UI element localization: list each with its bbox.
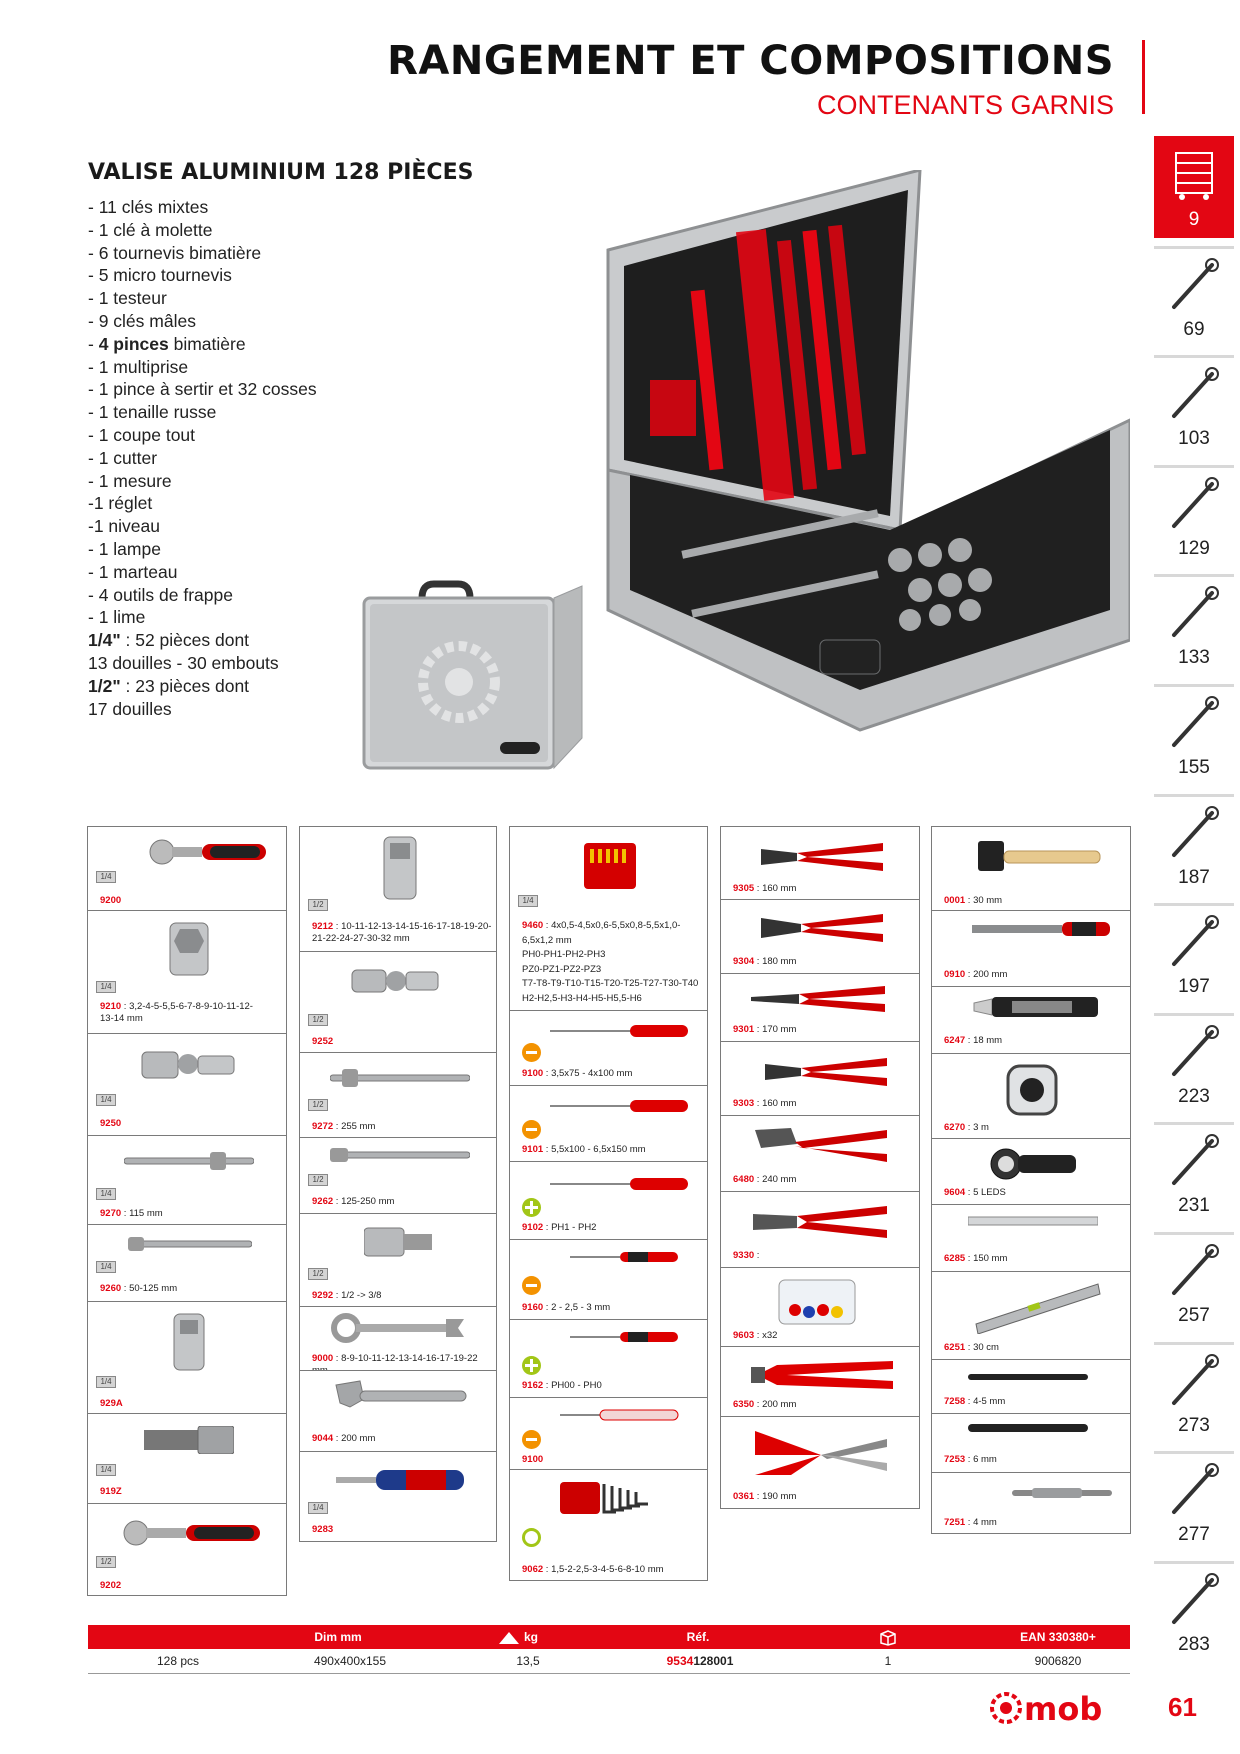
item-ref: 7258 : 4-5 mm	[944, 1396, 1006, 1407]
item-0001	[931, 826, 1131, 911]
micro-screwdriver-image	[570, 1250, 680, 1264]
item-ref: 9270 : 115 mm	[100, 1208, 163, 1219]
item-0910	[931, 910, 1131, 987]
socket-image	[380, 833, 420, 903]
chapter-tab-103[interactable]	[1154, 355, 1234, 457]
value-kg: 13,5	[516, 1654, 540, 1668]
chapter-tab-231[interactable]	[1154, 1122, 1234, 1224]
phillips-tip-icon	[522, 1356, 541, 1375]
item-ref: 9262 : 125-250 mm	[312, 1196, 395, 1207]
chapter-page: 231	[1178, 1195, 1210, 1217]
chapter-page: 69	[1183, 318, 1205, 340]
pin-punch-image	[968, 1372, 1088, 1382]
drive-badge-half: 1/2	[308, 1014, 328, 1026]
value-pcs: 128 pcs	[156, 1654, 200, 1668]
item-9460	[509, 826, 708, 1011]
reducer-image	[364, 1222, 434, 1262]
header-ean: EAN 330380+	[1020, 1630, 1096, 1644]
item-ref: 0361 : 190 mm	[733, 1491, 797, 1502]
chapter-tab-155[interactable]	[1154, 684, 1234, 786]
screwdriver-icon	[1166, 583, 1222, 643]
drive-badge-quarter: 1/4	[96, 981, 116, 993]
hammer-icon	[1166, 1131, 1222, 1191]
item-ref: 6251 : 30 cm	[944, 1342, 999, 1353]
item-9212	[299, 826, 497, 952]
chapter-page: 103	[1178, 428, 1210, 450]
chapter-page: 257	[1178, 1305, 1210, 1326]
item-ref: 0910 : 200 mm	[944, 969, 1008, 980]
wrench-icon	[1166, 364, 1222, 424]
crimping-pliers-image	[751, 1202, 891, 1242]
chapter-page: 133	[1178, 647, 1210, 669]
column-2-sockets-wrenches	[299, 826, 497, 1542]
centre-punch-image	[1012, 1487, 1112, 1499]
feature-item: 17 douilles	[88, 698, 172, 719]
trolley-icon	[1166, 145, 1222, 205]
item-919Z	[87, 1413, 287, 1504]
flat-tip-icon	[522, 1043, 541, 1062]
item-7251	[931, 1472, 1131, 1534]
item-ref: 9305 : 160 mm	[733, 883, 797, 894]
spec-table-rule	[88, 1673, 1130, 1674]
item-9303	[720, 1041, 920, 1116]
steel-ruler-image	[968, 1215, 1098, 1227]
item-ref: 9062 : 1,5-2-2,5-3-4-5-6-8-10 mm	[522, 1564, 664, 1575]
drive-badge-quarter: 1/4	[96, 871, 116, 883]
ratchet-image	[148, 837, 268, 867]
value-ref: 9534128001	[666, 1654, 734, 1668]
item-9604	[931, 1138, 1131, 1205]
item-9102	[509, 1161, 708, 1240]
item-9202	[87, 1503, 287, 1596]
item-ref: 9301 : 170 mm	[733, 1024, 797, 1035]
value-qty: 1	[884, 1654, 892, 1668]
drive-badge-quarter: 1/4	[96, 1464, 116, 1476]
adjustable-wrench-image	[330, 1377, 470, 1415]
item-9100-b	[509, 1397, 708, 1470]
chapter-tab-277[interactable]	[1154, 1451, 1234, 1553]
item-9304	[720, 899, 920, 974]
feature-item: - 1 tenaille russe	[88, 402, 217, 423]
chapter-tab-257[interactable]	[1154, 1232, 1234, 1334]
item-9000	[299, 1306, 497, 1371]
phillips-tip-icon	[522, 1198, 541, 1217]
pipe-icon	[1166, 1241, 1222, 1301]
column-1-ratchets-sockets	[87, 826, 287, 1596]
feature-item: - 9 clés mâles	[88, 310, 196, 331]
feature-item: - 1 pince à sertir et 32 cosses	[88, 379, 317, 400]
drive-badge-quarter: 1/4	[308, 1502, 328, 1514]
item-9252	[299, 951, 497, 1053]
item-7253	[931, 1413, 1131, 1473]
long-nose-pliers-image	[749, 984, 889, 1014]
feature-item: - 1 cutter	[88, 447, 158, 468]
page-number: 61	[1168, 1692, 1197, 1722]
item-9200	[87, 826, 287, 911]
chapter-tab-9[interactable]	[1154, 136, 1234, 238]
socket-image	[166, 919, 212, 979]
item-ref: 6480 : 240 mm	[733, 1174, 797, 1185]
column-5-misc-tools	[931, 826, 1131, 1534]
feature-item: - 1 clé à molette	[88, 219, 213, 240]
feature-item: - 1 lampe	[88, 538, 161, 559]
chapter-tab-223[interactable]	[1154, 1013, 1234, 1115]
chapter-page: 223	[1178, 1085, 1210, 1107]
feature-item: - 1 multiprise	[88, 356, 189, 377]
value-dim: 490x400x155	[313, 1654, 387, 1668]
value-ean: 9006820	[1034, 1654, 1082, 1668]
extension-bar-image	[330, 1146, 470, 1164]
hammer-image	[972, 837, 1102, 877]
file-icon	[1166, 912, 1222, 972]
item-ref: 9044 : 200 mm	[312, 1433, 376, 1444]
item-9162	[509, 1319, 708, 1398]
tape-measure-image	[1004, 1062, 1060, 1118]
chapter-tab-197[interactable]	[1154, 903, 1234, 1005]
item-929A	[87, 1301, 287, 1414]
chapter-page: 277	[1178, 1524, 1210, 1546]
ratchet-half-image	[122, 1518, 262, 1548]
chapter-tab-69[interactable]	[1154, 246, 1234, 348]
chapter-tab-129[interactable]	[1154, 465, 1234, 567]
item-ref: 9200	[100, 895, 122, 906]
cutter-knife-image	[972, 993, 1102, 1021]
header-ref: Réf.	[686, 1630, 710, 1644]
cold-chisel-image	[968, 1422, 1088, 1434]
spec-table-header	[88, 1625, 1130, 1649]
item-9044	[299, 1370, 497, 1452]
page-subtitle: CONTENANTS GARNIS	[816, 90, 1114, 120]
item-ref: 9210 : 3,2-4-5-5,5-6-7-8-9-10-11-12- 13-14 mm	[100, 1001, 253, 1024]
item-ref: 9202	[100, 1580, 122, 1591]
torque-icon	[1166, 474, 1222, 534]
drive-badge-half: 1/2	[308, 1174, 328, 1186]
mob-brand-logo	[990, 1690, 1132, 1726]
product-title: VALISE ALUMINIUM 128 PIÈCES	[88, 160, 474, 185]
feature-item: 13 douilles - 30 embouts	[88, 652, 279, 673]
universal-joint-image	[350, 964, 440, 998]
item-ref: 9330 :	[733, 1250, 760, 1261]
combination-wrench-image	[330, 1313, 470, 1343]
shears-image	[751, 1425, 891, 1479]
item-9260	[87, 1224, 287, 1302]
item-9283	[299, 1451, 497, 1542]
item-0361	[720, 1416, 920, 1509]
feature-item: -1 réglet	[88, 493, 153, 514]
item-9292	[299, 1213, 497, 1307]
item-ref: 9283	[312, 1524, 334, 1535]
ladder-icon	[1166, 1570, 1222, 1630]
screwdriver-bit-holder-image	[336, 1466, 466, 1494]
cable-lugs-box-image	[775, 1274, 859, 1328]
chapter-page: 155	[1178, 757, 1210, 778]
item-6251	[931, 1271, 1131, 1360]
chapter-page: 273	[1178, 1414, 1210, 1436]
chapter-page: 283	[1178, 1633, 1210, 1655]
item-6270	[931, 1053, 1131, 1139]
spirit-level-image	[972, 1278, 1102, 1334]
bit-holder-image	[170, 1310, 208, 1374]
flat-tip-icon	[522, 1430, 541, 1449]
file-image	[972, 919, 1112, 939]
universal-joint-image	[138, 1046, 238, 1082]
chapter-page: 187	[1178, 866, 1210, 888]
page-title: RANGEMENT ET COMPOSITIONS	[387, 38, 1114, 84]
end-cutting-pliers-image	[747, 1355, 897, 1395]
combination-pliers-image	[757, 910, 887, 946]
chapter-tab-187[interactable]	[1154, 794, 1234, 896]
feature-item: - 1 marteau	[88, 561, 178, 582]
socket-icon	[1166, 1460, 1222, 1520]
item-ref: 9160 : 2 - 2,5 - 3 mm	[522, 1302, 611, 1313]
item-ref: 9212 : 10-11-12-13-14-15-16-17-18-19-20- 21-22-24-27-30-32 mm	[312, 921, 492, 944]
chapter-page: 9	[1188, 209, 1200, 230]
voltage-tester-image	[560, 1408, 680, 1422]
flat-screwdriver-image	[550, 1023, 690, 1039]
item-6480	[720, 1115, 920, 1192]
column-4-pliers	[720, 826, 920, 1509]
vise-icon	[1166, 1351, 1222, 1411]
item-ref: 0001 : 30 mm	[944, 895, 1003, 906]
caliper-icon	[1166, 1022, 1222, 1082]
svg-text:mob: mob	[1024, 1690, 1103, 1726]
column-3-screwdrivers	[509, 826, 708, 1581]
sliding-tbar-image	[330, 1067, 470, 1089]
item-ref: 6247 : 18 mm	[944, 1035, 1003, 1046]
drive-badge-quarter: 1/4	[96, 1188, 116, 1200]
feature-item: - 11 clés mixtes	[88, 197, 209, 217]
chapter-page: 129	[1178, 537, 1210, 559]
item-ref: 9604 : 5 LEDS	[944, 1187, 1006, 1198]
closed-case-image	[362, 578, 586, 778]
item-6285	[931, 1204, 1131, 1272]
pliers-icon	[1166, 693, 1222, 753]
item-ref: 9101 : 5,5x100 - 6,5x150 mm	[522, 1144, 646, 1155]
open-case-image	[590, 170, 1130, 810]
feature-list	[88, 196, 317, 720]
feature-item: - 1 lime	[88, 607, 146, 628]
item-ref: 919Z	[100, 1486, 122, 1497]
drive-badge-half: 1/2	[96, 1556, 116, 1568]
wire-stripper-image	[761, 1054, 891, 1090]
adapter-image	[144, 1426, 234, 1454]
item-ref: 9304 : 180 mm	[733, 956, 797, 967]
item-ref: 6270 : 3 m	[944, 1122, 989, 1133]
item-ref: 6285 : 150 mm	[944, 1253, 1008, 1264]
item-ref: 9260 : 50-125 mm	[100, 1283, 178, 1294]
item-ref: 9250	[100, 1118, 122, 1129]
item-9603	[720, 1267, 920, 1347]
drive-badge-quarter: 1/4	[518, 895, 538, 907]
extension-bar-image	[128, 1235, 252, 1253]
sliding-tbar-image	[124, 1150, 254, 1172]
flat-tip-icon	[522, 1276, 541, 1295]
header-dim: Dim mm	[314, 1630, 362, 1644]
feature-item: -1 niveau	[88, 516, 160, 537]
item-9210	[87, 910, 287, 1034]
item-ref: 9100 : 3,5x75 - 4x100 mm	[522, 1068, 633, 1079]
drive-badge-quarter: 1/4	[96, 1094, 116, 1106]
bit-set-image	[582, 837, 638, 893]
item-9330	[720, 1191, 920, 1268]
feature-item: 1/2" : 23 pièces dont	[88, 675, 250, 696]
title-divider	[1142, 40, 1145, 114]
item-9301	[720, 973, 920, 1042]
drive-badge-half: 1/2	[308, 1268, 328, 1280]
item-ref: 9000 : 8-9-10-11-12-13-14-16-17-19-22	[312, 1353, 478, 1364]
item-ref: 9162 : PH00 - PH0	[522, 1380, 602, 1391]
water-pump-pliers-image	[751, 1124, 891, 1168]
ratchet-icon	[1166, 255, 1222, 315]
flat-screwdriver-image	[550, 1098, 690, 1114]
item-ref: 9460 : 4x0,5-4,5x0,6-5,5x0,8-5,5x1,0- 6,5x1,2 mm PH0-PH1-PH2-PH3 PZ0-PZ1-PZ2-PZ3 T7-T8-T9-T10-T15-T20-T25-T27-T30-T40 H2-H2,5-H3-H4-H5-H5,5-H6	[522, 920, 699, 1004]
chapter-tab-273[interactable]	[1154, 1342, 1234, 1444]
item-9101	[509, 1085, 708, 1162]
item-ref: 9303 : 160 mm	[733, 1098, 797, 1109]
item-9100-a	[509, 1010, 708, 1086]
feature-item: - 1 testeur	[88, 288, 167, 309]
item-ref: 9252	[312, 1036, 334, 1047]
item-ref: 9102 : PH1 - PH2	[522, 1222, 597, 1233]
item-ref: 6350 : 200 mm	[733, 1399, 797, 1410]
item-6350	[720, 1346, 920, 1417]
micro-screwdriver-image	[570, 1330, 680, 1344]
item-6247	[931, 986, 1131, 1054]
drive-badge-half: 1/2	[308, 899, 328, 911]
item-9305	[720, 826, 920, 900]
phillips-screwdriver-image	[550, 1176, 690, 1192]
drive-badge-half: 1/2	[308, 1099, 328, 1111]
box-icon	[879, 1630, 897, 1646]
item-ref: 9603 : x32	[733, 1330, 778, 1341]
item-ref: 9100	[522, 1454, 544, 1465]
chapter-tab-283[interactable]	[1154, 1561, 1234, 1663]
item-9160	[509, 1239, 708, 1320]
header-weight: kg	[468, 1625, 568, 1649]
feature-item: - 6 tournevis bimatière	[88, 242, 262, 263]
feature-item: - 4 outils de frappe	[88, 584, 233, 605]
weight-icon	[498, 1631, 520, 1645]
diagonal-cutter-image	[757, 839, 887, 875]
flat-tip-icon	[522, 1120, 541, 1139]
chapter-page: 197	[1178, 976, 1210, 998]
item-9262	[299, 1137, 497, 1214]
feature-item: - 5 micro tournevis	[88, 265, 232, 286]
item-9062	[509, 1469, 708, 1581]
item-ref: 7253 : 6 mm	[944, 1454, 997, 1465]
item-9270	[87, 1135, 287, 1225]
led-torch-image	[988, 1147, 1078, 1181]
item-7258	[931, 1359, 1131, 1414]
feature-item: - 1 mesure	[88, 470, 172, 491]
item-ref: 929A	[100, 1398, 123, 1409]
item-9272	[299, 1052, 497, 1138]
drive-badge-quarter: 1/4	[96, 1376, 116, 1388]
chapter-tab-133[interactable]	[1154, 574, 1234, 676]
header-qty	[858, 1625, 918, 1649]
item-ref: 9272 : 255 mm	[312, 1121, 376, 1132]
hex-tip-icon	[522, 1528, 541, 1547]
saw-icon	[1166, 803, 1222, 863]
feature-item: 1/4" : 52 pièces dont	[88, 630, 250, 651]
hex-key-set-image	[560, 1478, 660, 1518]
item-ref: 9292 : 1/2 -> 3/8	[312, 1290, 382, 1301]
feature-item: - 4 pinces bimatière	[88, 333, 246, 354]
item-9250	[87, 1033, 287, 1136]
drive-badge-quarter: 1/4	[96, 1261, 116, 1273]
feature-item: - 1 coupe tout	[88, 424, 196, 445]
item-ref: 7251 : 4 mm	[944, 1517, 997, 1528]
